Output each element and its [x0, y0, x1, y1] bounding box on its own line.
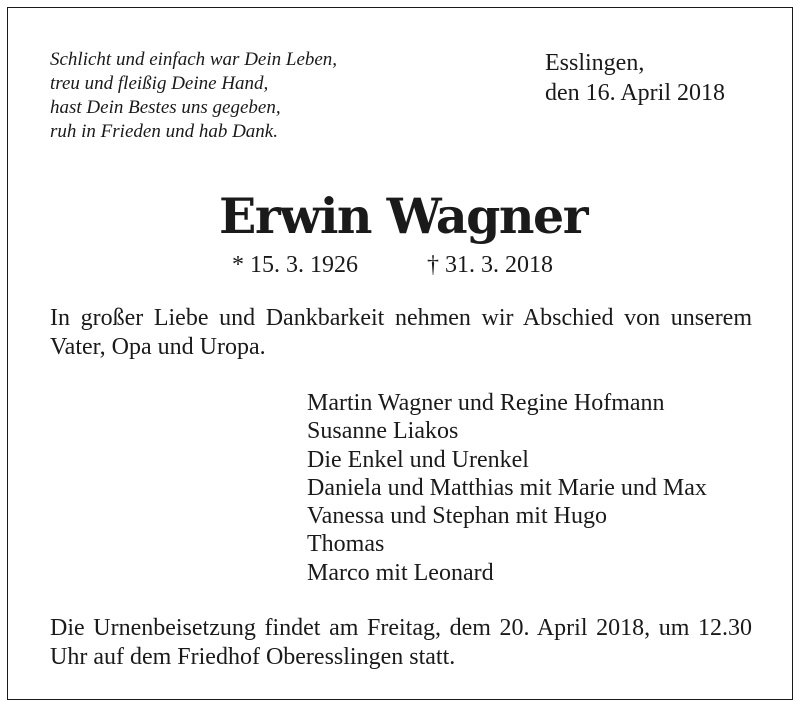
deceased-name: Erwin Wagner: [218, 187, 588, 245]
mourners-list: [307, 389, 707, 587]
verse-line: ruh in Frieden und hab Dank.: [50, 121, 278, 142]
mourner-entry: Vanessa und Stephan mit Hugo: [307, 503, 607, 530]
mourner-entry: Marco mit Leonard: [307, 559, 494, 586]
farewell-text: In großer Liebe und Dankbarkeit nehmen wir Abschied von unserem Vater, Opa und Uropa.: [50, 305, 752, 360]
mourner-entry: Martin Wagner und Regine Hofmann: [307, 390, 665, 416]
death-date: † 31. 3. 2018: [427, 252, 553, 278]
obituary-notice: [7, 7, 793, 700]
birth-date: * 15. 3. 1926: [232, 252, 358, 278]
mourner-entry: Susanne Liakos: [307, 418, 459, 445]
notice-date: den 16. April 2018: [545, 80, 725, 106]
place-and-date: [545, 48, 725, 108]
mourner-entry: Die Enkel und Urenkel: [307, 446, 529, 473]
verse-line: Schlicht und einfach war Dein Leben,: [50, 49, 338, 70]
funeral-information: Die Urnenbeisetzung findet am Freitag, dem 20. April 2018, um 12.30 Uhr auf dem Friedhof Oberesslingen statt.: [50, 615, 752, 670]
mourner-entry: Daniela und Matthias mit Marie und Max: [307, 474, 707, 501]
mourner-entry: Thomas: [307, 531, 385, 558]
verse-line: treu und fleißig Deine Hand,: [50, 73, 269, 94]
memorial-verse: [50, 48, 337, 144]
place: Esslingen,: [545, 50, 645, 76]
verse-line: hast Dein Bestes uns gegeben,: [50, 97, 281, 118]
